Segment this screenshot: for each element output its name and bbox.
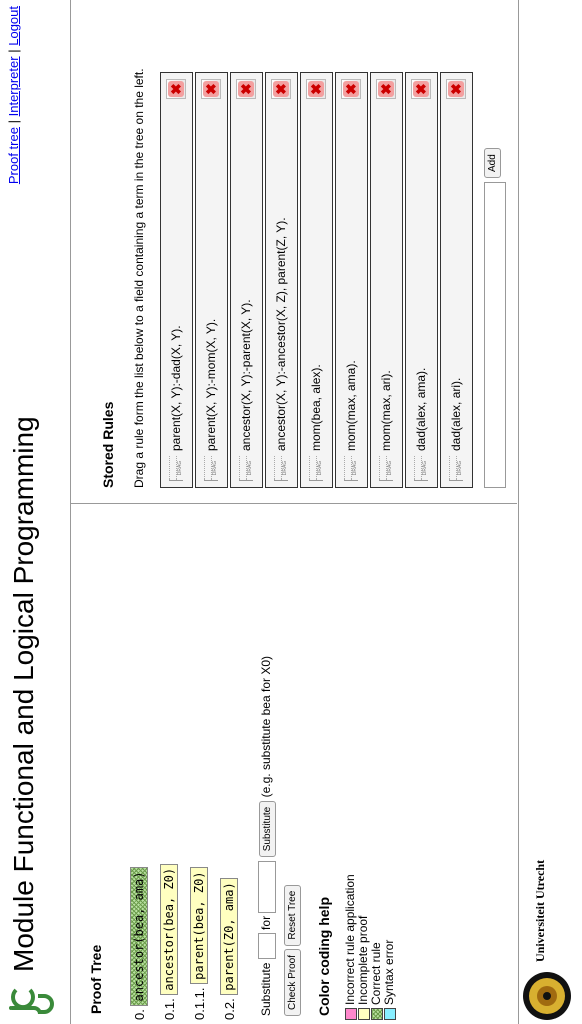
new-rule-input[interactable] xyxy=(484,182,506,488)
tree-node: 0.2. parent(Z0, ama) xyxy=(220,878,238,1020)
legend-item: Incomplete proof xyxy=(357,874,370,1020)
drag-handle-icon[interactable]: DRAG xyxy=(414,456,428,481)
delete-rule-button[interactable] xyxy=(341,79,361,99)
header xyxy=(0,0,71,1024)
drag-handle-icon[interactable]: DRAG xyxy=(239,456,253,481)
stored-rule-item[interactable] xyxy=(265,72,298,488)
delete-rule-button[interactable] xyxy=(166,79,186,99)
add-rule-button[interactable]: Add xyxy=(484,148,501,178)
stored-rule-item[interactable] xyxy=(335,72,368,488)
incomplete-swatch xyxy=(358,1008,370,1020)
delete-rule-button[interactable] xyxy=(306,79,326,99)
substitute-example: (e.g. substitute bea for X0) xyxy=(259,655,274,798)
tree-node: 0. ancestor(bea, ama) xyxy=(130,867,148,1020)
tree-node: 0.1.1. parent(bea, Z0) xyxy=(190,867,208,1020)
close-icon: ✖ xyxy=(378,81,394,97)
stored-rule-item[interactable] xyxy=(440,72,473,488)
legend-item: Syntax error xyxy=(383,874,396,1020)
stored-rule-item[interactable] xyxy=(300,72,333,488)
tree-term-field[interactable]: ancestor(bea, ama) xyxy=(130,867,148,1005)
check-proof-button[interactable]: Check Proof xyxy=(284,949,301,1016)
tree-term-field[interactable]: ancestor(bea, Z0) xyxy=(160,864,178,995)
tree-node: 0.1. ancestor(bea, Z0) xyxy=(160,864,178,1020)
delete-rule-button[interactable] xyxy=(201,79,221,99)
delete-rule-button[interactable] xyxy=(376,79,396,99)
rule-text: ancestor(X, Y):-ancestor(X, Z), parent(Z, Y). xyxy=(274,217,288,451)
delete-rule-button[interactable] xyxy=(411,79,431,99)
legend-item: Correct rule xyxy=(370,874,383,1020)
rule-text: dad(alex, ama). xyxy=(414,367,428,451)
color-coding-heading: Color coding help xyxy=(316,897,332,1016)
drag-handle-icon[interactable]: DRAG xyxy=(169,456,183,481)
rule-text: parent(X, Y):-dad(X, Y). xyxy=(169,325,183,451)
proof-tree-heading: Proof Tree xyxy=(88,944,104,1014)
drag-handle-icon[interactable]: DRAG xyxy=(449,456,463,481)
delete-rule-button[interactable] xyxy=(271,79,291,99)
stored-rules-heading: Stored Rules xyxy=(100,401,116,488)
close-icon: ✖ xyxy=(273,81,289,97)
substitute-button[interactable]: Substitute xyxy=(259,801,276,857)
app-title: Module Functional and Logical Programming xyxy=(8,416,39,972)
stored-rule-item[interactable] xyxy=(230,72,263,488)
stored-rule-item[interactable] xyxy=(405,72,438,488)
rule-text: mom(bea, alex). xyxy=(309,364,323,451)
close-icon: ✖ xyxy=(168,81,184,97)
substitute-value-input[interactable] xyxy=(258,933,276,959)
rule-text: ancestor(X, Y):-parent(X, Y). xyxy=(239,299,253,451)
rule-text: dad(alex, ari). xyxy=(449,377,463,451)
university-seal-logo xyxy=(521,970,573,1022)
rule-text: mom(max, ama). xyxy=(344,360,358,451)
course-logo xyxy=(8,984,54,1018)
drag-handle-icon[interactable]: DRAG xyxy=(274,456,288,481)
close-icon: ✖ xyxy=(413,81,429,97)
drag-handle-icon[interactable]: DRAG xyxy=(379,456,393,481)
stored-rules-hint: Drag a rule form the list below to a field containing a term in the tree on the left. xyxy=(132,68,146,488)
footer xyxy=(518,0,582,1024)
university-name: Universiteit Utrecht xyxy=(533,859,547,962)
incorrect-swatch xyxy=(345,1008,357,1020)
proof-tree-link[interactable]: Proof tree xyxy=(6,127,21,185)
stored-rule-item[interactable] xyxy=(370,72,403,488)
delete-rule-button[interactable] xyxy=(446,79,466,99)
syntax-error-swatch xyxy=(384,1008,396,1020)
substitute-row: Substitute for Substitute (e.g. substitute bea for X0) xyxy=(258,656,276,1016)
proof-buttons xyxy=(284,885,301,1016)
rule-text: mom(max, ari). xyxy=(379,370,393,451)
legend-item: Incorrect rule application xyxy=(344,874,357,1020)
rule-text: parent(X, Y):-mom(X, Y). xyxy=(204,318,218,451)
close-icon: ✖ xyxy=(343,81,359,97)
correct-swatch xyxy=(371,1008,383,1020)
drag-handle-icon[interactable]: DRAG xyxy=(309,456,323,481)
column-divider xyxy=(71,503,517,504)
close-icon: ✖ xyxy=(308,81,324,97)
substitute-variable-input[interactable] xyxy=(258,861,276,913)
stored-rule-item[interactable] xyxy=(160,72,193,488)
tree-term-field[interactable]: parent(Z0, ama) xyxy=(220,878,238,994)
close-icon: ✖ xyxy=(203,81,219,97)
stored-rule-item[interactable] xyxy=(195,72,228,488)
top-links: Proof tree | Interpreter | Logout xyxy=(6,6,21,185)
reset-tree-button[interactable]: Reset Tree xyxy=(284,885,301,946)
color-legend xyxy=(344,874,396,1020)
tree-term-field[interactable]: parent(bea, Z0) xyxy=(190,867,208,983)
drag-handle-icon[interactable]: DRAG xyxy=(204,456,218,481)
close-icon: ✖ xyxy=(238,81,254,97)
drag-handle-icon[interactable]: DRAG xyxy=(344,456,358,481)
interpreter-link[interactable]: Interpreter xyxy=(6,56,21,117)
logout-link[interactable]: Logout xyxy=(6,6,21,46)
close-icon: ✖ xyxy=(448,81,464,97)
delete-rule-button[interactable] xyxy=(236,79,256,99)
